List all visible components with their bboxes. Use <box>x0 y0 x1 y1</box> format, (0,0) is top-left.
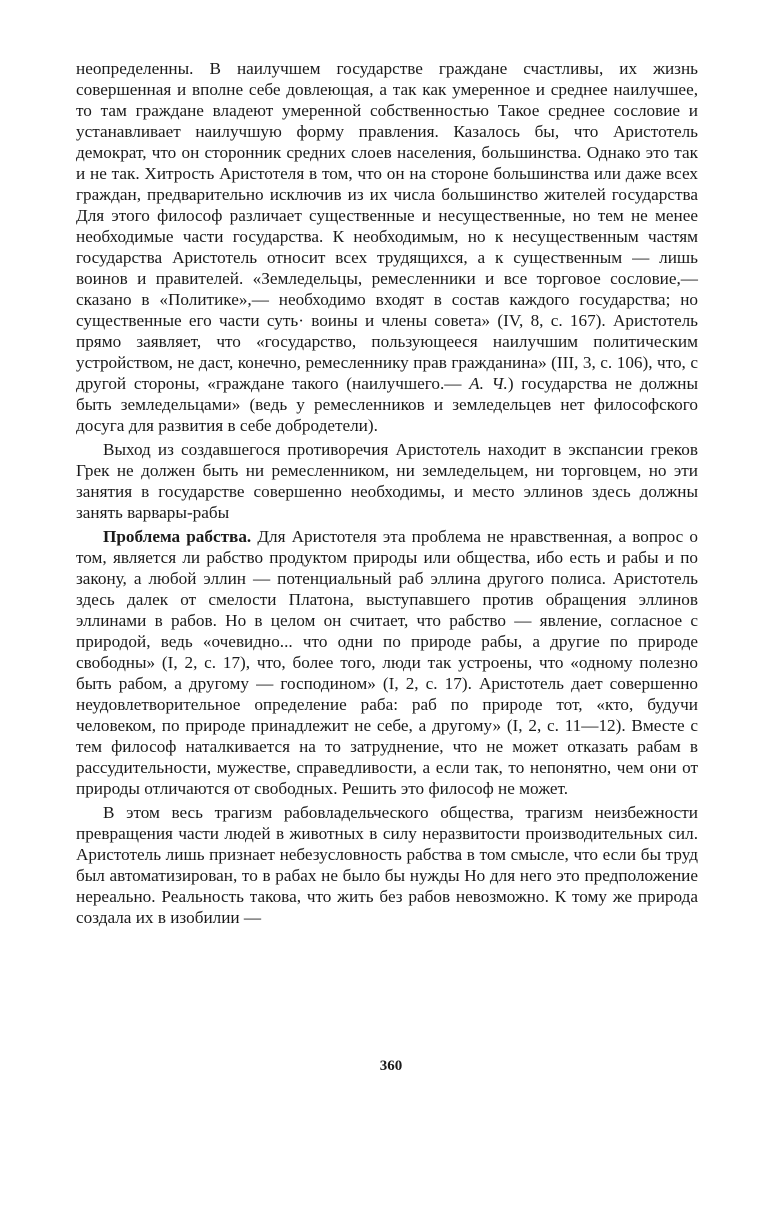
paragraph: Выход из создавшегося противоречия Аристотель находит в экспансии греков Грек не должен быть ни ремесленником, ни земледельцем, ни торговцем, но эти занятия в государстве совершенно необходимы, и место эллинов здесь должны занять варвары-рабы <box>76 440 698 522</box>
paragraph <box>76 58 698 436</box>
paragraph-text: Для Аристотеля эта проблема не нравственная, а вопрос о том, является ли рабство продуктом природы или общества, ибо есть и рабы и по закону, а любой эллин — потенциальный раб эллина другого полиса. Аристотель здесь далек от смелости Платона, выступавшего против обращения эллинов эллинами в рабов. Но в целом он считает, что рабство — явление, согласное с природой, ведь «очевидно... что одни по природе рабы, а другие по природе свободны» (I, 2, с. 17), что, более того, люди так устроены, что «одному полезно быть рабом, а другому — господином» (I, 2, с. 17). Аристотель дает совершенно неудовлетворительное определение раба: раб по природе тот, «кто, будучи человеком, по природе принадлежит не себе, а другому» (I, 2, с. 11—12). Вместе с тем философ наталкивается на то затруднение, что не может отказать рабам в рассудительности, мужестве, справедливости, а если так, то непонятно, чем они от природы отличаются от свободных. Решить это философ не может. <box>76 527 698 798</box>
author-initials: А. Ч. <box>469 374 508 393</box>
page-body <box>76 58 698 928</box>
paragraph-text: неопределенны. В наилучшем государстве граждане счастливы, их жизнь совершенная и вполне себе довлеющая, а так как умеренное и среднее наилучшее, то там граждане владеют умеренной собственностью Такое среднее сословие и устанавливает наилучшую форму правления. Казалось бы, что Аристотель демократ, что он сторонник средних слоев населения, большинства. Однако это так и не так. Хитрость Аристотеля в том, что он на стороне большинства или даже всех граждан, предварительно исключив из их числа большинство жителей государства Для этого философ различает существенные и несущественные, но тем не менее необходимые части государства. К необходимым, но к несущественным частям государства Аристотель относит всех трудящихся, а к существенным — лишь воинов и правителей. «Земледельцы, ремесленники и все торговое сословие,— сказано в «Политике»,— необходимо входят в состав каждого государства; но существенные его части суть· воины и члены совета» (IV, 8, с. 167). Аристотель прямо заявляет, что «государство, пользующееся наилучшим политическим устройством, не даст, конечно, ремесленнику прав гражданина» (III, 3, с. 106), что, с другой стороны, «граждане такого (наилучшего.— <box>76 59 698 393</box>
section-heading: Проблема рабства. <box>103 527 252 546</box>
paragraph <box>76 526 698 799</box>
paragraph: В этом весь трагизм рабовладельческого общества, трагизм неизбежности превращения части людей в животных в силу неразвитости производительных сил. Аристотель лишь признает небезусловность рабства в том смысле, что если бы труд был автоматизирован, то в рабах не было бы нужды Но для него это предположение нереально. Реальность такова, что жить без рабов невозможно. К тому же природа создала их в изобилии — <box>76 803 698 927</box>
page-number: 360 <box>379 1058 403 1074</box>
paragraph-text: ) государства не должны быть земледельцами» (ведь у ремесленников и земледельцев нет философского досуга для развития в себе добродетели). <box>76 374 699 435</box>
